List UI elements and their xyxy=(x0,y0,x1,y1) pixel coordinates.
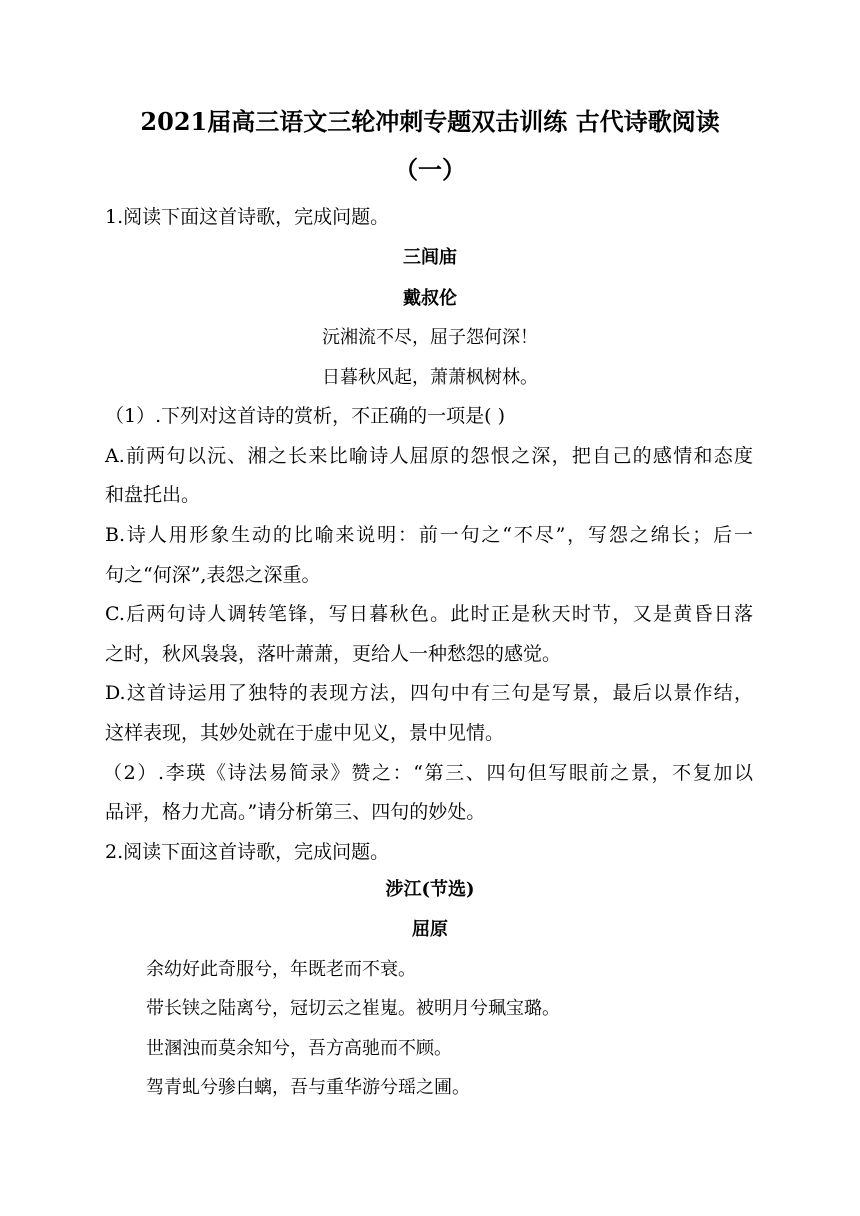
poem-2-author: 屈原 xyxy=(412,919,448,940)
question-1-sub-2-line-2: 品评，格力尤高。”请分析第三、四句的妙处。 xyxy=(105,801,486,823)
option-a-line-2: 和盘托出。 xyxy=(105,484,201,506)
poem-1-author: 戴叔伦 xyxy=(403,288,457,309)
document-title-part: （一） xyxy=(394,155,466,184)
poem-2-line-1: 余幼好此奇服兮，年既老而不衰。 xyxy=(146,959,416,980)
document-title: 2021届高三语文三轮冲刺专题双击训练 古代诗歌阅读 xyxy=(140,107,720,136)
question-1-sub-2-line-1: （2）.李瑛《诗法易简录》赞之：“第三、四句但写眼前之景，不复加以 xyxy=(103,762,753,784)
option-b-line-1: B.诗人用形象生动的比喻来说明：前一句之“不尽”，写怨之绵长；后一 xyxy=(105,524,753,546)
question-2-intro: 2.阅读下面这首诗歌，完成问题。 xyxy=(105,841,390,863)
poem-2-line-2: 带长铗之陆离兮，冠切云之崔嵬。被明月兮珮宝璐。 xyxy=(146,998,560,1019)
option-c-line-1: C.后两句诗人调转笔锋，写日暮秋色。此时正是秋天时节，又是黄昏日落 xyxy=(105,603,753,625)
option-d-line-2: 这样表现，其妙处就在于虚中见义，景中见情。 xyxy=(105,722,505,744)
poem-1-line-1: 沅湘流不尽，屈子怨何深！ xyxy=(322,327,538,348)
question-1-sub-1: （1）.下列对这首诗的赏析，不正确的一项是( ) xyxy=(105,405,505,427)
poem-2-title: 涉江(节选) xyxy=(385,879,475,900)
poem-2-line-4: 驾青虬兮骖白螭，吾与重华游兮瑶之圃。 xyxy=(146,1077,470,1098)
option-a-line-1: A.前两句以沅、湘之长来比喻诗人屈原的怨恨之深，把自己的感情和态度 xyxy=(105,445,753,467)
option-c-line-2: 之时，秋风袅袅，落叶萧萧，更给人一种愁怨的感觉。 xyxy=(105,643,562,665)
option-d-line-1: D.这首诗运用了独特的表现方法，四句中有三句是写景，最后以景作结， xyxy=(105,682,753,704)
question-1-intro: 1.阅读下面这首诗歌，完成问题。 xyxy=(105,206,390,228)
poem-1-title: 三闾庙 xyxy=(403,247,457,268)
poem-2-line-3: 世溷浊而莫余知兮，吾方高驰而不顾。 xyxy=(146,1038,452,1059)
poem-1-line-2: 日暮秋风起，萧萧枫树林。 xyxy=(322,367,538,388)
option-b-line-2: 句之“何深”,表怨之深重。 xyxy=(105,564,321,586)
